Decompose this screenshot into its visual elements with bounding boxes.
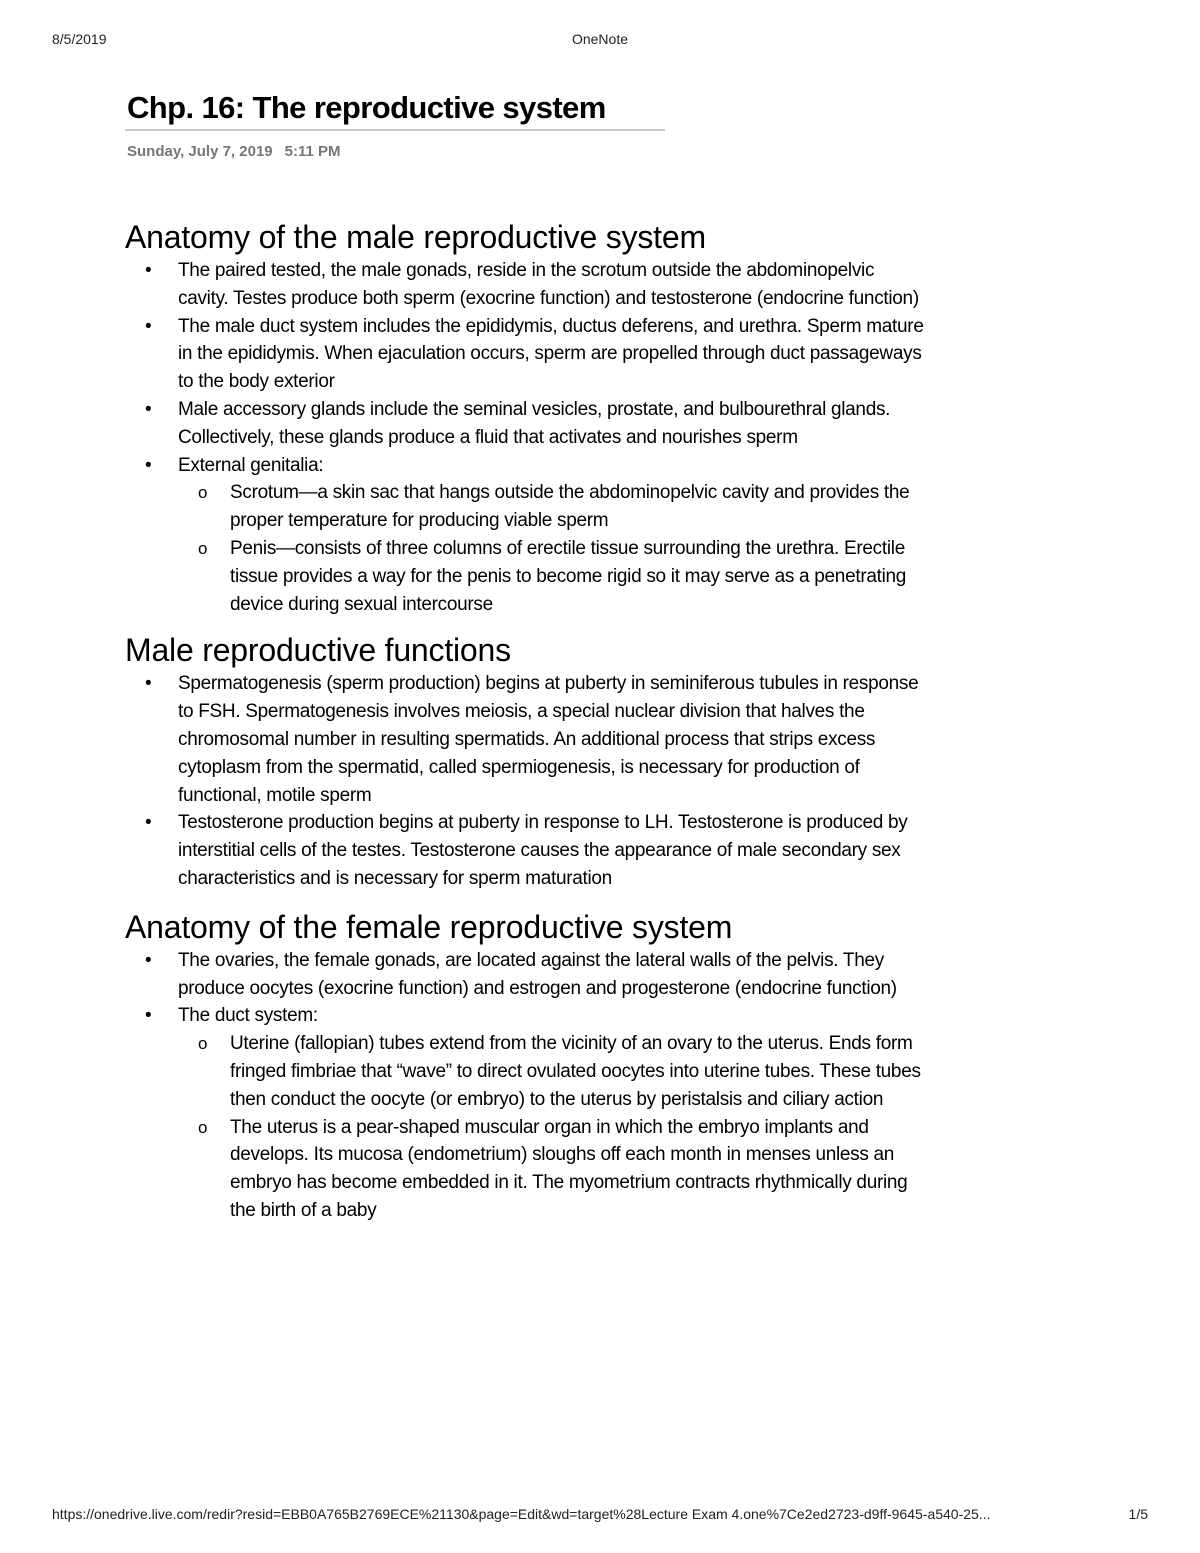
sub-bullet-item: o The uterus is a pear-shaped muscular organ in which the embryo implants and develops. Its mucosa (endometrium) sloughs off each month in menses unless an embryo has become embedded in it. The myometrium contracts rhythmically during the birth of a baby bbox=[178, 1114, 925, 1225]
page-date: Sunday, July 7, 2019 bbox=[127, 143, 273, 160]
section-male-functions bbox=[125, 630, 925, 892]
bullet-item bbox=[125, 1002, 925, 1224]
bullet-item: • Spermatogenesis (sperm production) begins at puberty in seminiferous tubules in response to FSH. Spermatogenesis involves meiosis, a special nuclear division that halves the chromosomal number in resulting spermatids. An additional process that strips excess cytoplasm from the spermatid, called spermiogenesis, is necessary for production of functional, motile sperm bbox=[125, 670, 925, 809]
page-timestamp bbox=[125, 143, 925, 160]
section-heading: Anatomy of the male reproductive system bbox=[125, 219, 706, 255]
print-url: https://onedrive.live.com/redir?resid=EBB0A765B2769ECE%21130&page=Edit&wd=target%28Lecture Exam 4.one%7Ce2ed2723-d9ff-9645-a540-25... bbox=[52, 1506, 991, 1522]
bullet-text: External genitalia: bbox=[178, 454, 324, 476]
bullet-list bbox=[125, 257, 925, 618]
print-app-name: OneNote bbox=[571, 31, 629, 47]
print-header bbox=[0, 31, 1200, 49]
print-footer bbox=[0, 1506, 1200, 1524]
bullet-item: • The paired tested, the male gonads, reside in the scrotum outside the abdominopelvic cavity. Testes produce both sperm (exocrine function) and testosterone (endocrine function) bbox=[125, 257, 925, 313]
sub-bullet-item: o Penis—consists of three columns of erectile tissue surrounding the urethra. Erectile tissue provides a way for the penis to become rigid so it may serve as a penetrating device during sexual intercourse bbox=[178, 535, 925, 618]
onenote-page bbox=[125, 86, 925, 1225]
bullet-item: • Testosterone production begins at puberty in response to LH. Testosterone is produced by interstitial cells of the testes. Testosterone causes the appearance of male secondary sex characteristics and is necessary for sperm maturation bbox=[125, 809, 925, 892]
bullet-text: The duct system: bbox=[178, 1005, 318, 1027]
bullet-item: • The ovaries, the female gonads, are located against the lateral walls of the pelvis. They produce oocytes (exocrine function) and estrogen and progesterone (endocrine function) bbox=[125, 947, 925, 1003]
bullet-item: • Male accessory glands include the seminal vesicles, prostate, and bulbourethral glands. Collectively, these glands produce a fluid that activates and nourishes sperm bbox=[125, 396, 925, 452]
bullet-list bbox=[125, 947, 925, 1225]
sub-bullet-list bbox=[178, 479, 925, 618]
bullet-item bbox=[125, 452, 925, 619]
page-title[interactable]: Chp. 16: The reproductive system bbox=[125, 86, 665, 131]
print-date: 8/5/2019 bbox=[52, 31, 107, 47]
section-female-anatomy bbox=[125, 907, 925, 1225]
section-heading: Anatomy of the female reproductive system bbox=[125, 908, 733, 945]
section-heading: Male reproductive functions bbox=[125, 632, 511, 669]
bullet-list bbox=[125, 670, 925, 892]
bullet-item: • The male duct system includes the epididymis, ductus deferens, and urethra. Sperm mature in the epididymis. When ejaculation occurs, sperm are propelled through duct passageways to the body exterior bbox=[125, 313, 925, 396]
sub-bullet-item: o Uterine (fallopian) tubes extend from the vicinity of an ovary to the uterus. Ends form fringed fimbriae that “wave” to direct ovulated oocytes into uterine tubes. These tubes then conduct the oocyte (or embryo) to the uterus by peristalsis and ciliary action bbox=[178, 1030, 925, 1113]
section-male-anatomy bbox=[125, 217, 925, 618]
print-page-number: 1/5 bbox=[1128, 1506, 1148, 1522]
sub-bullet-item: o Scrotum—a skin sac that hangs outside the abdominopelvic cavity and provides the proper temperature for producing viable sperm bbox=[178, 479, 925, 535]
sub-bullet-list bbox=[178, 1030, 925, 1225]
page-time: 5:11 PM bbox=[284, 143, 341, 160]
